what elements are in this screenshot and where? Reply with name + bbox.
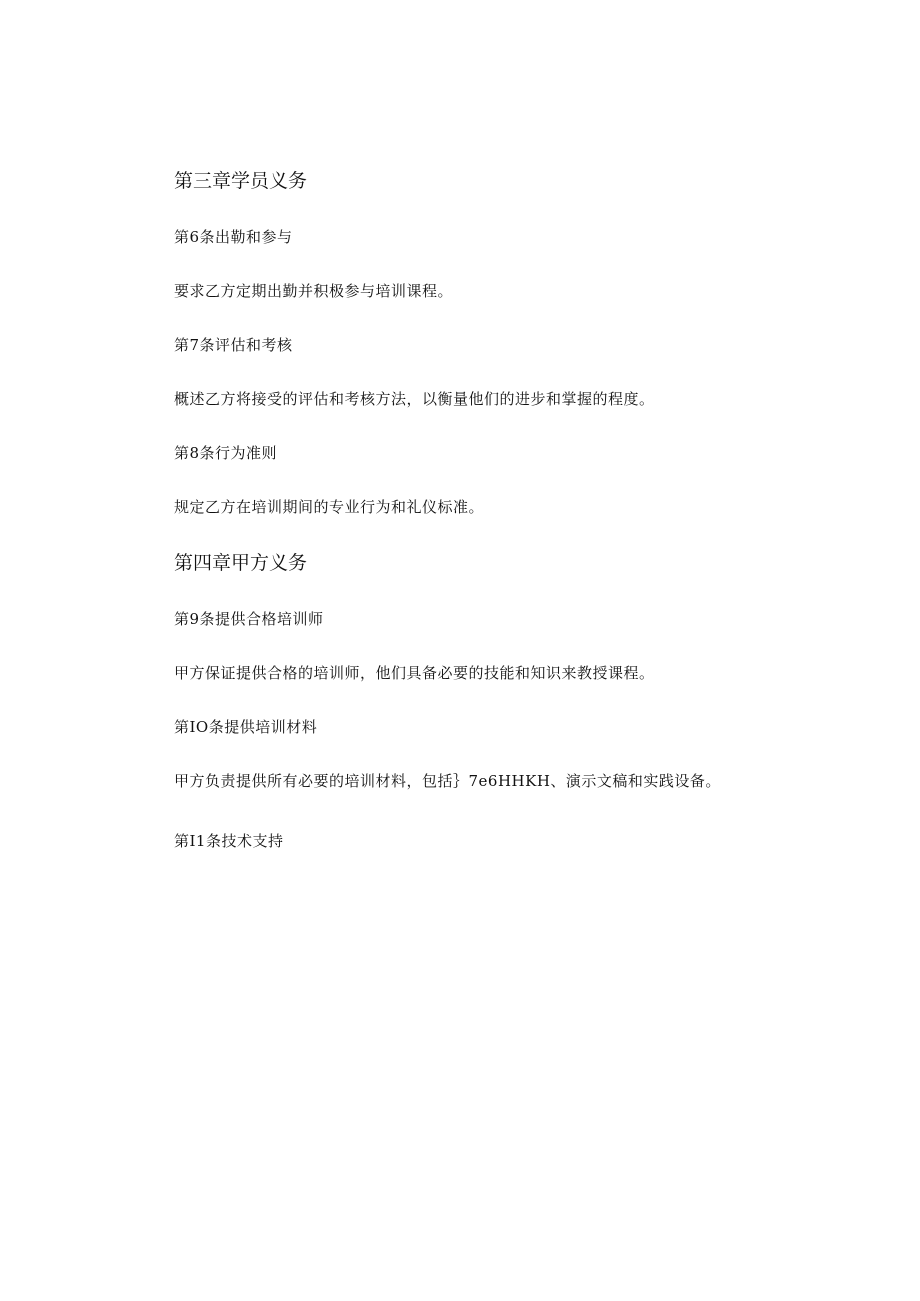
article-7-body: 概述乙方将接受的评估和考核方法，以衡量他们的进步和掌握的程度。	[174, 390, 655, 408]
article-11-title: 第I1条技术支持	[174, 832, 284, 850]
article-8-title: 第8条行为准则	[174, 444, 278, 462]
article-9-title: 第9条提供合格培训师	[174, 610, 324, 628]
chapter-4-title: 第四章甲方义务	[174, 552, 308, 574]
article-10-title: 第IO条提供培训材料	[174, 718, 318, 736]
article-7-title: 第7条评估和考核	[174, 336, 293, 354]
article-6-body: 要求乙方定期出勤并积极参与培训课程。	[174, 282, 454, 300]
article-9-body: 甲方保证提供合格的培训师，他们具备必要的技能和知识来教授课程。	[174, 664, 655, 682]
chapter-3-title: 第三章学员义务	[174, 170, 308, 192]
article-8-body: 规定乙方在培训期间的专业行为和礼仪标准。	[174, 498, 485, 516]
article-6-title: 第6条出勒和参与	[174, 228, 293, 246]
article-10-body: 甲方负责提供所有必要的培训材料，包括｝7e6HHKH、演示文稿和实践设备。	[174, 772, 721, 790]
